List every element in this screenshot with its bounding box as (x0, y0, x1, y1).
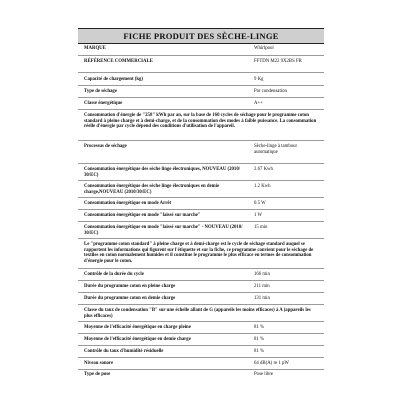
row-value: 211 min (254, 284, 270, 289)
row-label: Niveau sonore (84, 361, 114, 366)
row-value: 1 W (254, 213, 263, 218)
divider (78, 292, 324, 293)
row-label: Consommation énergétique en mode "laissé sur marche" - NOUVEAU (2010/ 30/EC) (84, 225, 243, 236)
row-label: Consommation énergétique des sèche linge électroniques en demie charge,NOUVEAU (2010/30/EC) (84, 184, 220, 195)
row-label: MARQUE (84, 46, 106, 51)
standard-program-note: Le "programme coton standard" à pleine charge et à demi-charge est le cycle de séchage standard auquel se rapportent les informations qui figurent sur l'étiquette et sur la fiche, ce programme convient pour le séchage de textiles en coton normalement humides et il constitue le programme le plus efficace en termes de consommation d'énergie pour le coton. (84, 242, 314, 264)
row-label: Capacité de chargement (kg) (84, 77, 144, 82)
row-value: Whirlpool (254, 46, 274, 51)
row-value: 2.67 Kwh (254, 167, 273, 172)
divider (78, 85, 324, 86)
row-value: 81 % (254, 349, 264, 354)
row-label: Processus de séchage (84, 144, 127, 149)
row-value: FFTDN M22 9X2BS FR (254, 59, 302, 64)
product-sheet (78, 28, 324, 378)
divider (78, 221, 324, 222)
row-value: A++ (254, 101, 263, 106)
row-value: 64 dB(A) re 1 pW (254, 361, 289, 366)
row-label: Contrôle du taux d'humidité résiduelle (84, 349, 164, 354)
row-label: Consommation énergétique des sèche linge électroniques, NOUVEAU (2010/ 30/EC) (84, 167, 241, 178)
divider (78, 321, 324, 322)
row-value: 81 % (254, 337, 264, 342)
row-value: Sèche-linge à tambour automatique (254, 144, 298, 155)
divider (78, 345, 324, 346)
divider (78, 209, 324, 210)
row-label: Consommation énergétique en mode Arrêt (84, 201, 172, 206)
row-value: Par condensation (254, 89, 287, 94)
divider (78, 163, 324, 164)
row-value: 81 % (254, 325, 264, 330)
row-label: Consommation énergétique en mode "laissé sur marche" (84, 213, 201, 218)
row-label: Classe énergétique (84, 101, 123, 106)
divider (78, 180, 324, 181)
row-label: Durée du programme coton en demie charge (84, 296, 176, 301)
row-value: 0.5 W (254, 201, 266, 206)
divider (78, 280, 324, 281)
row-value: Pose libre (254, 372, 274, 377)
row-value: 131 min (254, 296, 270, 301)
divider (78, 238, 324, 239)
sheet-title: FICHE PRODUIT DES SÈCHE-LINGE (78, 28, 324, 44)
row-label: Classe du taux de condensation "B" sur une échelle allant de G (appareils les moins efficaces) à A (appareils les plus efficaces) (84, 308, 311, 319)
row-value: 15 min (254, 225, 268, 230)
row-value: 166 min (254, 272, 270, 277)
divider (78, 97, 324, 98)
row-label: Durée du programme coton en pleine charge (84, 284, 176, 289)
row-value: 9 Kg (254, 77, 264, 82)
divider (78, 369, 324, 370)
divider (78, 357, 324, 358)
divider (78, 197, 324, 198)
row-label: RÉFÉRENCE COMMERCIALE (84, 59, 153, 64)
divider (78, 55, 324, 56)
divider (78, 109, 324, 110)
row-label: Type de pose (84, 372, 111, 377)
row-value: 1.2 Kwh (254, 184, 271, 189)
row-label: Moyenne de l'efficacité énergétique en charge pleine (84, 325, 191, 330)
row-label: Type de séchage (84, 89, 117, 94)
divider (78, 333, 324, 334)
row-label: Contrôle de la durée du cycle (84, 272, 144, 277)
energy-consumption-note: Consommation d'énergie de "258" kWh par an, sur la base de 160 cycles de séchage pour le programme coton standard à pleine charge et à demi-charge, et de la consommation des modes à faible puissance. La consommation réelle d'énergie par cycle dépend des conditions d'utilisation de l'appareil. (84, 113, 317, 130)
divider (78, 72, 324, 73)
row-label: Moyenne de l'efficacité énergétique en demie charge (84, 337, 191, 342)
divider (78, 304, 324, 305)
divider (78, 140, 324, 141)
divider (78, 268, 324, 269)
